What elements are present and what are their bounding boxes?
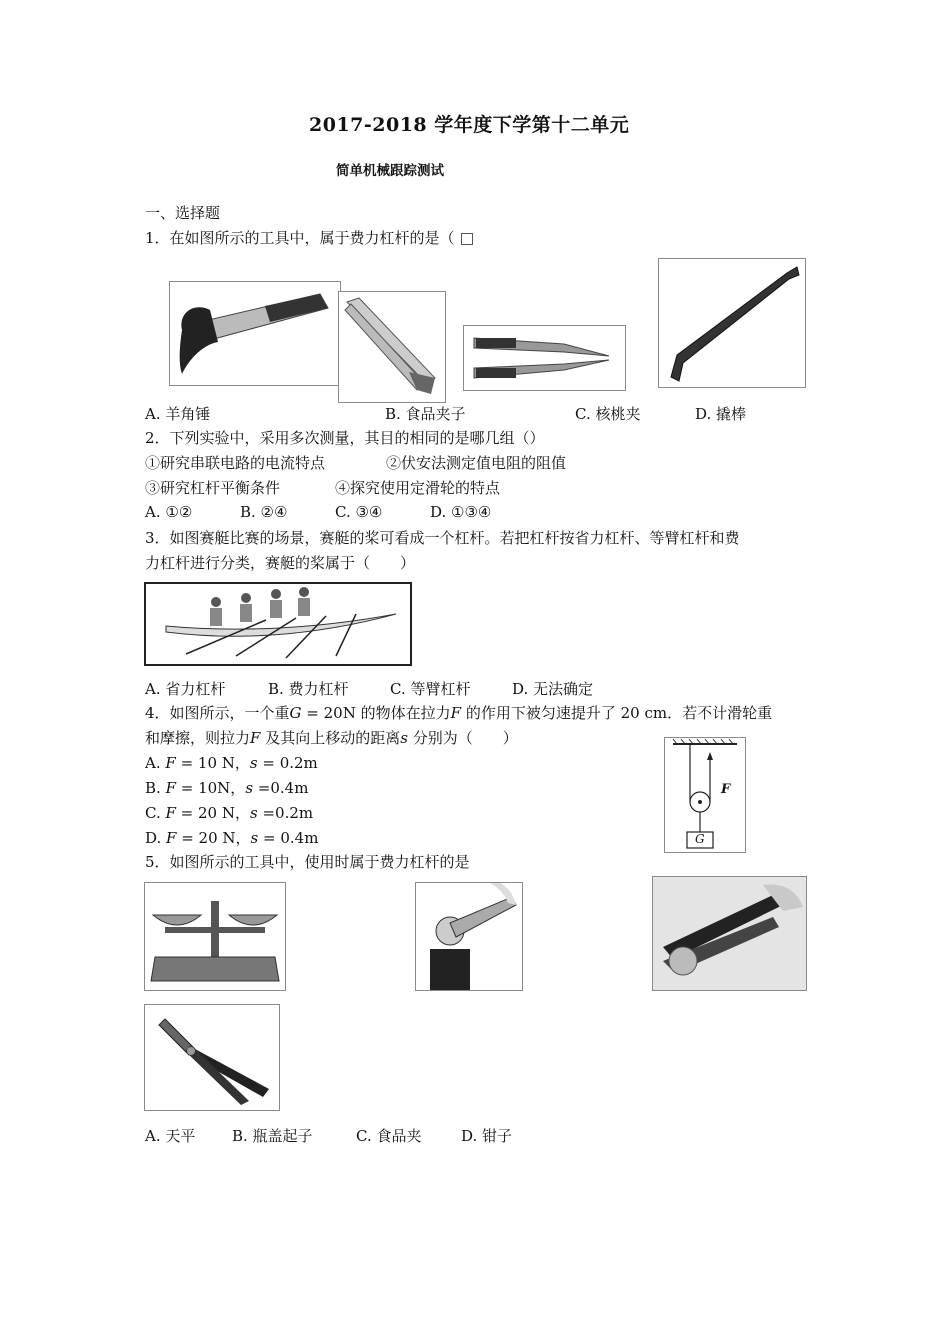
q4-stem-text-1b: = 20N 的物体在拉力	[301, 704, 451, 722]
q1-stem-text: 1．在如图所示的工具中，属于费力杠杆的是（	[145, 229, 455, 247]
page-subtitle: 简单机械跟踪测试	[336, 163, 444, 179]
balance-scale-image	[144, 882, 286, 991]
section-heading: 一、选择题	[145, 204, 221, 222]
q1-option-a[interactable]: A. 羊角锤	[145, 405, 211, 423]
pliers-image	[144, 1004, 280, 1111]
var-f: F	[166, 829, 177, 847]
q4-option-b[interactable]	[145, 777, 308, 798]
q3-option-c[interactable]: C. 等臂杠杆	[390, 680, 471, 698]
option-letter: A.	[145, 754, 166, 772]
q4-stem-text-2c: 分别为（ ）	[407, 729, 518, 747]
q2-option-d[interactable]: D. ①③④	[430, 503, 492, 521]
q2-stem: 2．下列实验中，采用多次测量，其目的相同的是哪几组（）	[145, 429, 545, 447]
q2-item-2: ②伏安法测定值电阻的阻值	[386, 454, 567, 472]
s-value: = 0.2m	[257, 754, 318, 772]
q1-option-d[interactable]: D. 撬棒	[695, 405, 747, 423]
var-s: s	[250, 804, 258, 822]
q1-stem	[145, 228, 473, 248]
q2-option-b[interactable]: B. ②④	[240, 503, 288, 521]
s-value: =0.4m	[253, 779, 309, 797]
food-clip-image	[652, 876, 807, 991]
f-value: = 10 N，	[175, 754, 250, 772]
q3-option-b[interactable]: B. 费力杠杆	[268, 680, 349, 698]
force-label-f: F	[721, 782, 731, 797]
q2-item-1: ①研究串联电路的电流特点	[145, 454, 326, 472]
q5-option-a[interactable]: A. 天平	[145, 1127, 196, 1145]
s-value: =0.2m	[257, 804, 314, 822]
bottle-opener-image	[415, 882, 523, 991]
q4-stem-line1	[145, 703, 772, 723]
q5-option-c[interactable]: C. 食品夹	[356, 1127, 422, 1145]
f-value: = 10N，	[175, 779, 246, 797]
claw-hammer-image	[169, 281, 341, 386]
q2-item-4: ④探究使用定滑轮的特点	[335, 479, 501, 497]
var-s: s	[245, 779, 254, 797]
q3-stem-line1: 3．如图赛艇比赛的场景，赛艇的桨可看成一个杠杆。若把杠杆按省力杠杆、等臂杠杆和费	[145, 529, 740, 547]
q5-option-d[interactable]: D. 钳子	[461, 1127, 513, 1145]
q4-option-d[interactable]	[145, 827, 318, 848]
q4-stem-line2	[145, 728, 518, 748]
rowing-boat-image	[144, 582, 412, 666]
q2-option-c[interactable]: C. ③④	[335, 503, 383, 521]
option-letter: C.	[145, 804, 166, 822]
s-value: = 0.4m	[258, 829, 319, 847]
q4-var-g: G	[289, 704, 302, 722]
food-tongs-image	[338, 291, 446, 403]
q4-option-c[interactable]	[145, 802, 313, 823]
q3-option-d[interactable]: D. 无法确定	[512, 680, 594, 698]
q2-item-3: ③研究杠杆平衡条件	[145, 479, 281, 497]
var-s: s	[249, 754, 258, 772]
f-value: = 20 N，	[176, 829, 251, 847]
q4-stem-text-2b: 及其向上移动的距离	[260, 729, 401, 747]
option-letter: D.	[145, 829, 167, 847]
q4-var-s: s	[400, 729, 408, 747]
q1-option-c[interactable]: C. 核桃夹	[575, 405, 641, 423]
q4-stem-text-1a: 4．如图所示，一个重	[145, 704, 290, 722]
q4-var-f: F	[450, 704, 462, 722]
option-letter: B.	[145, 779, 166, 797]
q4-stem-text-1c: 的作用下被匀速提升了 20 cm．若不计滑轮重	[461, 704, 773, 722]
pulley-diagram	[664, 737, 746, 853]
q3-stem-line2: 力杠杆进行分类，赛艇的桨属于（ ）	[145, 554, 416, 572]
var-s: s	[250, 829, 259, 847]
nutcracker-image	[463, 325, 626, 391]
q4-stem-text-2a: 和摩擦，则拉力	[145, 729, 251, 747]
q5-option-b[interactable]: B. 瓶盖起子	[232, 1127, 313, 1145]
q4-var-f: F	[250, 729, 261, 747]
q1-option-b[interactable]: B. 食品夹子	[385, 405, 466, 423]
page-title: 2017-2018 学年度下学第十二单元	[309, 114, 630, 136]
crowbar-image	[658, 258, 806, 388]
var-f: F	[165, 779, 176, 797]
answer-blank-box	[461, 233, 473, 245]
q5-stem: 5．如图所示的工具中，使用时属于费力杠杆的是	[145, 853, 470, 871]
q3-option-a[interactable]: A. 省力杠杆	[145, 680, 226, 698]
var-f: F	[165, 804, 176, 822]
q4-option-a[interactable]	[145, 752, 318, 773]
weight-label-g: G	[695, 832, 705, 846]
f-value: = 20 N，	[175, 804, 250, 822]
var-f: F	[165, 754, 176, 772]
q2-option-a[interactable]: A. ①②	[145, 503, 193, 521]
